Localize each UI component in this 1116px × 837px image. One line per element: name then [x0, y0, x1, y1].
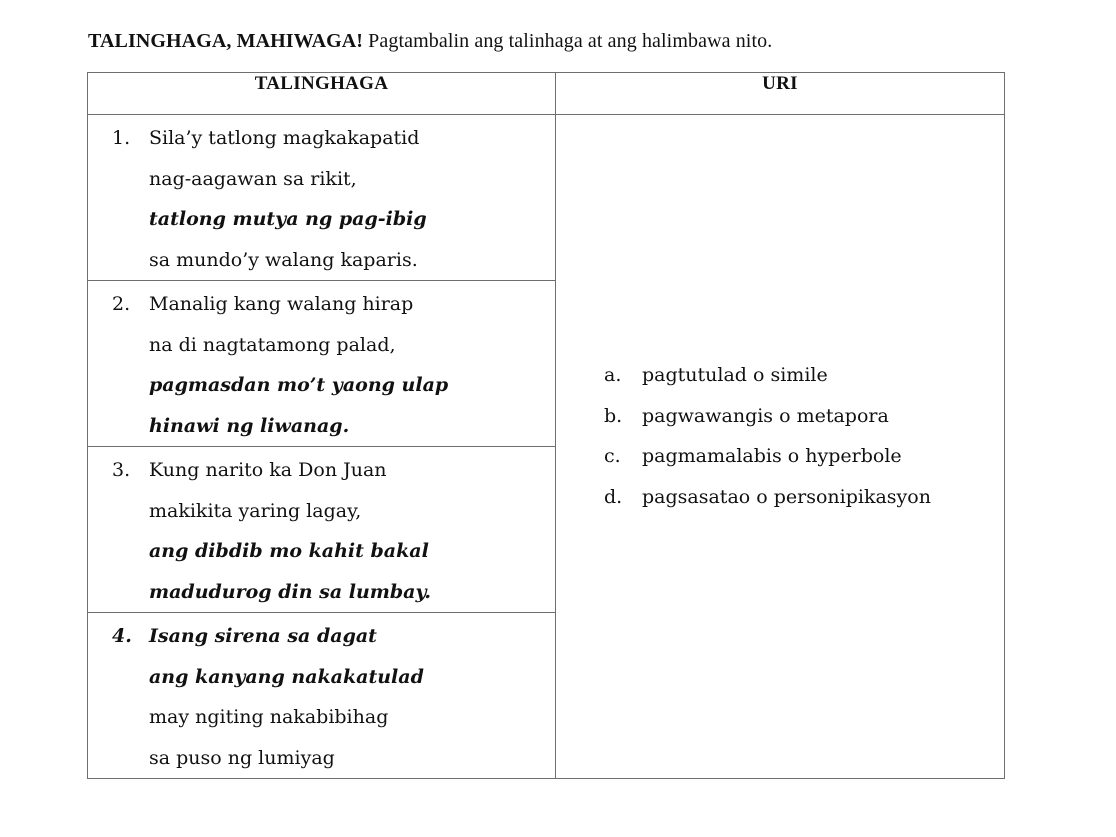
- verse-line: may ngiting nakabibihag: [149, 706, 389, 728]
- talinghaga-item-4: [88, 613, 556, 779]
- verse-line-emphasized: pagmasdan mo’t yaong ulap: [149, 374, 449, 396]
- instruction: [88, 28, 772, 54]
- choice-b: [604, 396, 931, 437]
- choice-letter: a.: [604, 364, 622, 386]
- header-uri: URI: [556, 73, 1005, 115]
- verse-line-emphasized: ang kanyang nakakatulad: [149, 665, 424, 688]
- verse-line: Manalig kang walang hirap: [149, 293, 414, 315]
- choice-text: pagsasatao o personipikasyon: [642, 485, 931, 508]
- item-number: 2.: [112, 293, 131, 315]
- uri-choices-cell: [556, 115, 1005, 779]
- choice-letter: d.: [604, 485, 623, 508]
- talinghaga-item-1: [88, 115, 556, 281]
- matching-table: [87, 72, 1005, 779]
- verse-line: nag-aagawan sa rikit,: [149, 167, 357, 190]
- table-header-row: [88, 73, 1005, 115]
- talinghaga-item-2: [88, 281, 556, 447]
- choice-text: pagtutulad o simile: [642, 364, 828, 386]
- verse-line-emphasized: Isang sirena sa dagat: [149, 625, 377, 647]
- choices-list: [604, 355, 931, 517]
- choice-text: pagmamalabis o hyperbole: [642, 445, 902, 467]
- instruction-title: TALINGHAGA, MAHIWAGA!: [88, 30, 364, 52]
- verse-line-emphasized: tatlong mutya ng pag-ibig: [149, 208, 427, 230]
- talinghaga-item-3: [88, 447, 556, 613]
- verse-line: Kung narito ka Don Juan: [149, 459, 387, 481]
- verse-line: sa mundo’y walang kaparis.: [149, 248, 418, 271]
- choice-letter: b.: [604, 404, 623, 427]
- verse-line-emphasized: hinawi ng liwanag.: [149, 414, 350, 437]
- verse-line: sa puso ng lumiyag: [149, 746, 335, 769]
- choice-text: pagwawangis o metapora: [642, 404, 889, 427]
- choice-letter: c.: [604, 445, 621, 467]
- verse-line-emphasized: ang dibdib mo kahit bakal: [149, 540, 429, 562]
- choice-c: [604, 436, 931, 477]
- item-number: 4.: [112, 625, 132, 647]
- verse-line: na di nagtatamong palad,: [149, 333, 396, 356]
- choice-d: [604, 477, 931, 518]
- item-number: 3.: [112, 459, 131, 481]
- table-row: [88, 115, 1005, 281]
- verse-line: Sila’y tatlong magkakapatid: [149, 127, 420, 149]
- header-talinghaga: TALINGHAGA: [88, 73, 556, 115]
- choice-a: [604, 355, 931, 396]
- instruction-text: Pagtambalin ang talinhaga at ang halimbawa nito.: [363, 30, 773, 52]
- verse-line-emphasized: madudurog din sa lumbay.: [149, 580, 431, 603]
- verse-line: makikita yaring lagay,: [149, 499, 362, 522]
- item-number: 1.: [112, 127, 131, 149]
